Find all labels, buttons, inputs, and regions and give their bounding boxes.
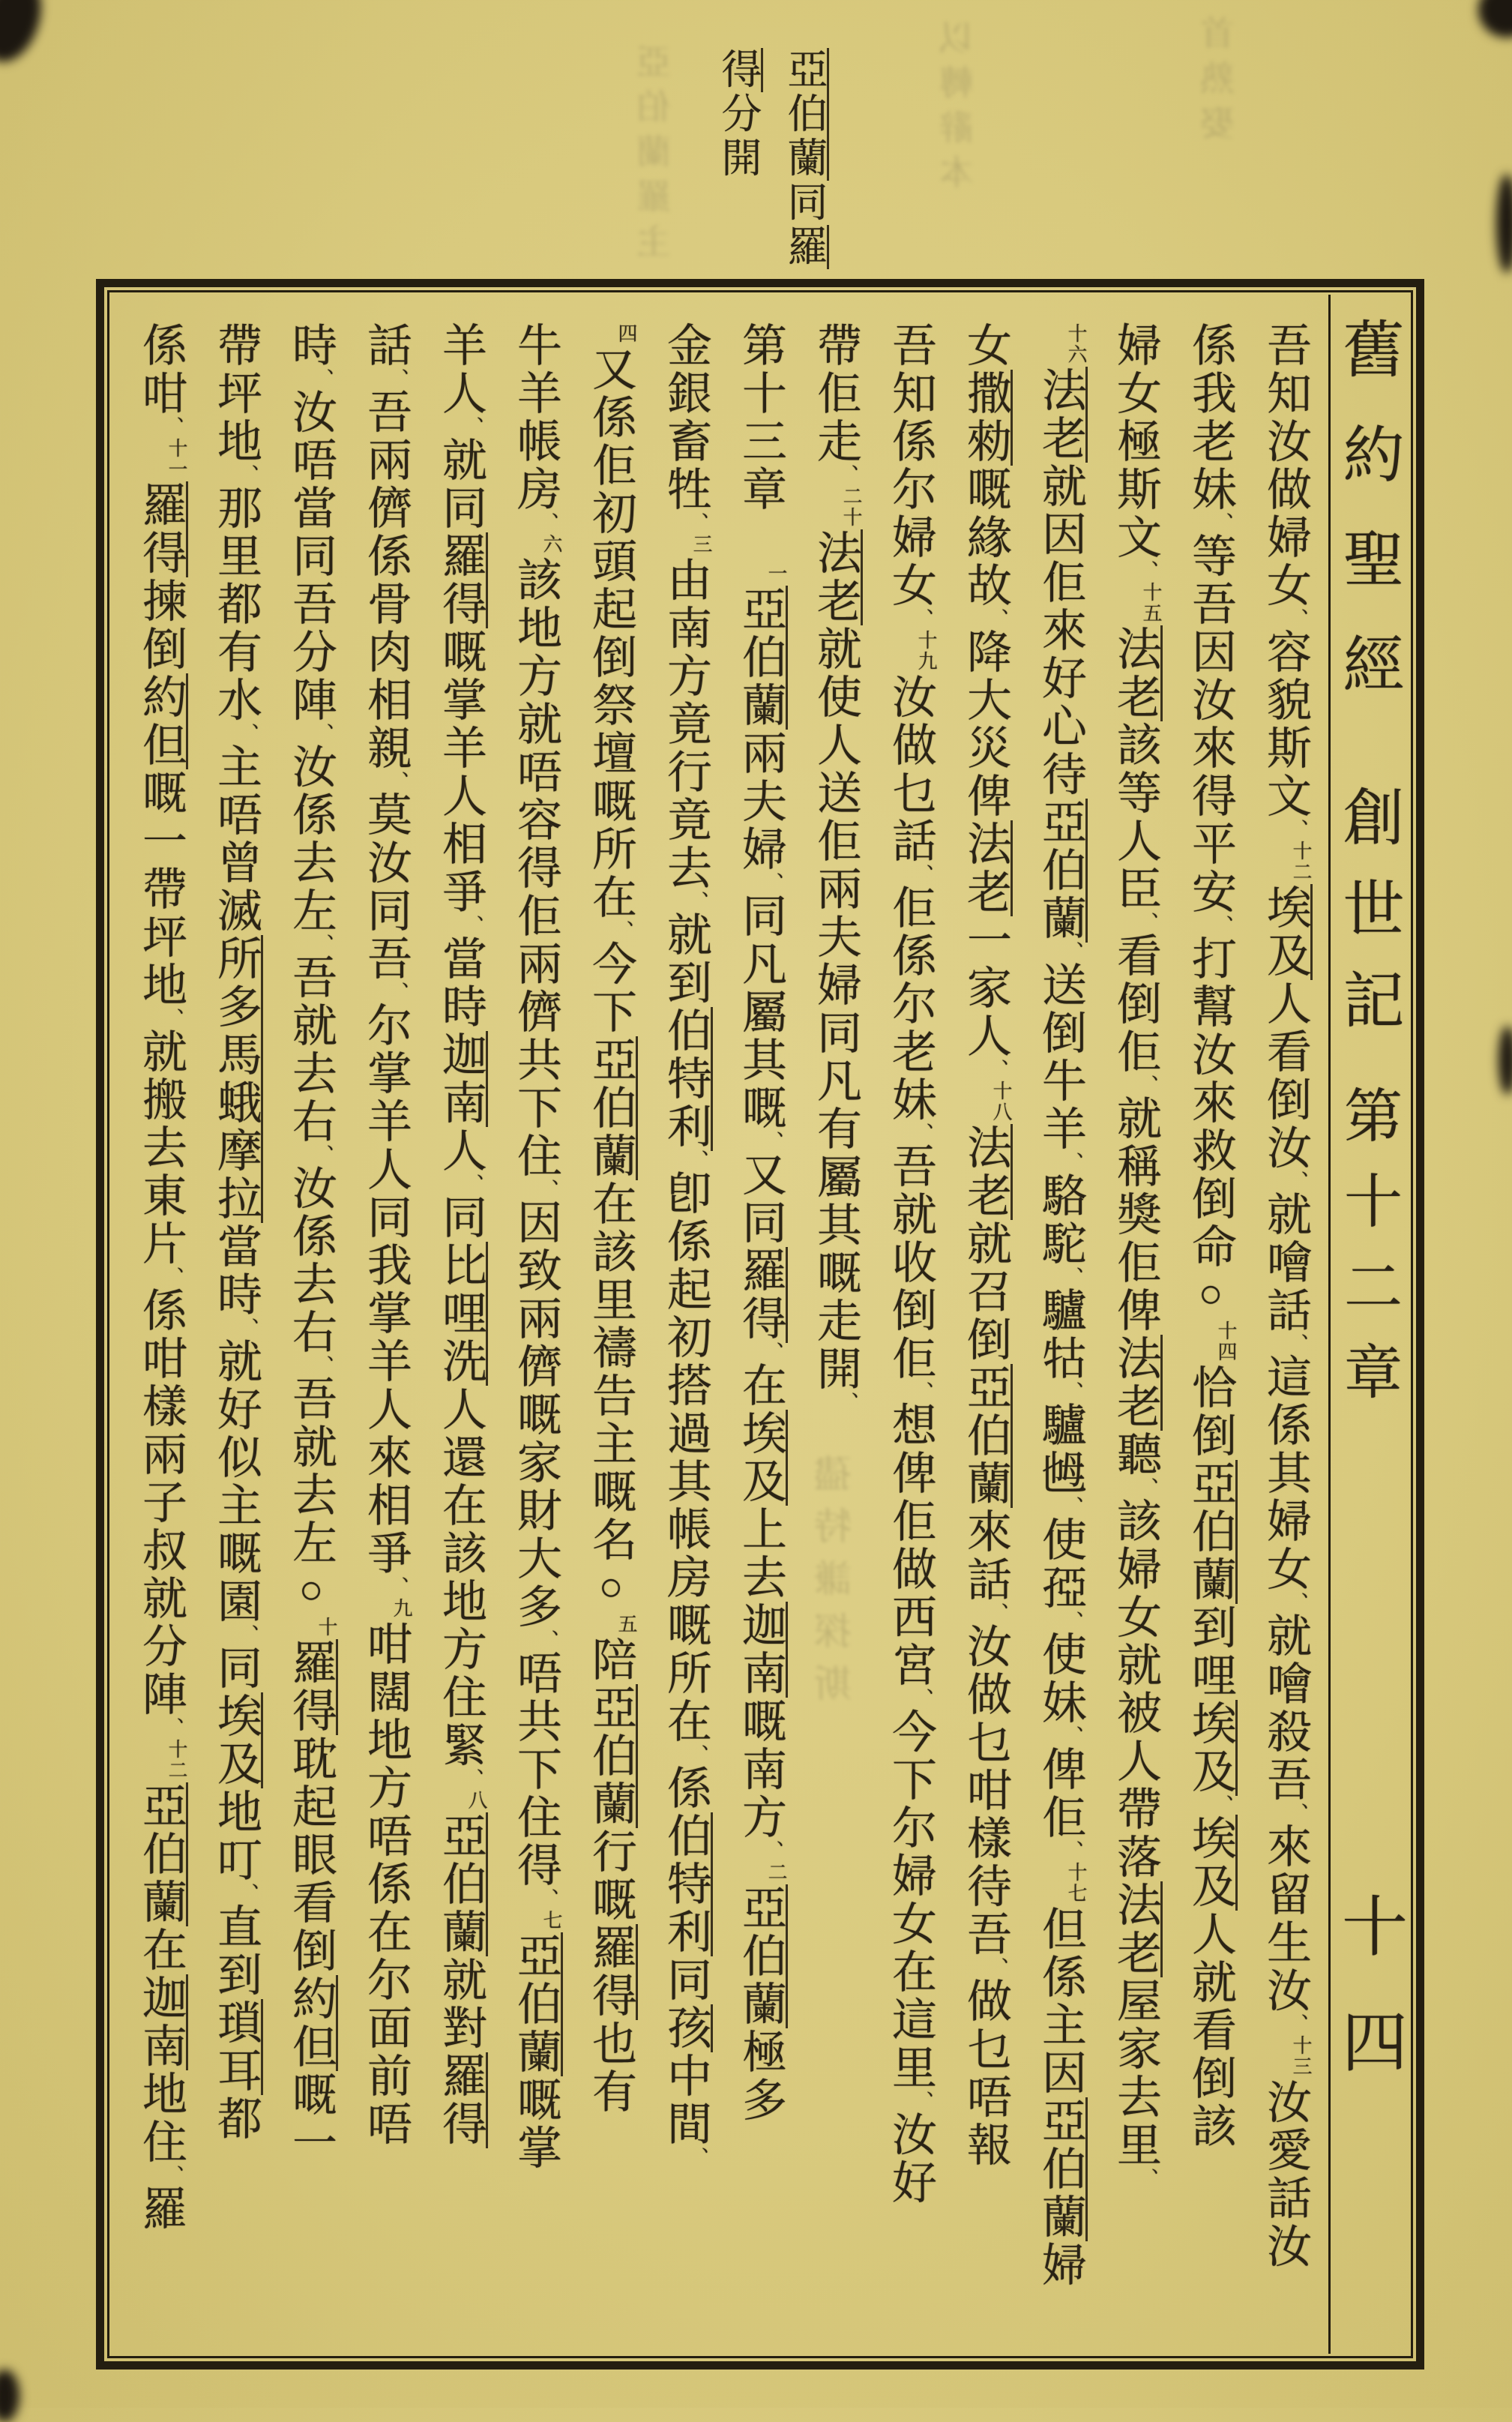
punctuation-mark: 、 bbox=[1286, 1803, 1308, 1823]
section-title: 創世記 bbox=[1334, 785, 1403, 1060]
text-run: 中間 bbox=[661, 2052, 711, 2148]
punctuation-mark: 、 bbox=[911, 1688, 933, 1708]
text-run: 一家人 bbox=[961, 916, 1010, 1060]
proper-noun: 法老 bbox=[1036, 367, 1088, 463]
text-run: 看倒佢 bbox=[1111, 932, 1160, 1076]
text-column bbox=[798, 322, 873, 2339]
text-run: 嘅緣故 bbox=[961, 466, 1010, 610]
proper-noun: 羅得 bbox=[136, 481, 188, 577]
text-run: 但係主因 bbox=[1036, 1905, 1085, 2097]
text-run: 又係佢初頭起倒祭壇嘅所在 bbox=[586, 346, 636, 922]
punctuation-mark: 、 bbox=[161, 416, 184, 436]
punctuation-mark: 、 bbox=[1061, 1152, 1083, 1172]
text-column bbox=[873, 322, 948, 2339]
punctuation-mark: 、 bbox=[686, 512, 708, 532]
punctuation-mark: 、 bbox=[1061, 941, 1083, 961]
proper-noun: 所多馬 bbox=[211, 935, 263, 1079]
text-run: 嘅一 bbox=[286, 2071, 336, 2167]
punctuation-mark: 、 bbox=[1211, 1794, 1233, 1815]
verse-number: 一 bbox=[765, 563, 787, 584]
proper-noun: 瑣耳 bbox=[211, 1999, 263, 2095]
running-head-right bbox=[778, 48, 831, 295]
punctuation-mark: 、 bbox=[1211, 512, 1233, 532]
punctuation-mark: 、 bbox=[1136, 1477, 1158, 1497]
text-run: 帶佢走 bbox=[811, 322, 861, 466]
text-run: 聽 bbox=[1111, 1431, 1160, 1479]
punctuation-mark: 、 bbox=[986, 608, 1008, 628]
text-run: 行嘅 bbox=[586, 1828, 636, 1924]
punctuation-mark: 、 bbox=[386, 1576, 409, 1596]
punctuation-mark: 、 bbox=[386, 368, 409, 388]
text-column bbox=[1173, 322, 1248, 2339]
text-run: 人就看倒該 bbox=[1186, 1911, 1235, 2151]
section-ring: ○ bbox=[1188, 1271, 1233, 1319]
text-run: 兩夫婦 bbox=[736, 730, 786, 874]
text-run: 吾就去左 bbox=[286, 1375, 336, 1567]
punctuation-mark: 、 bbox=[1286, 1333, 1308, 1353]
proper-noun: 約但 bbox=[136, 673, 188, 769]
text-run: 直到 bbox=[211, 1903, 261, 1999]
text-run: 也有 bbox=[586, 2020, 636, 2116]
punctuation-mark: 、 bbox=[1286, 1592, 1308, 1612]
text-run: 就使人送佢兩夫婦同凡有屬其嘅走開 bbox=[811, 625, 861, 1393]
running-head-left bbox=[712, 48, 765, 220]
punctuation-mark: 、 bbox=[686, 1744, 708, 1764]
section-ring: ○ bbox=[588, 1564, 633, 1612]
punctuation-mark: 、 bbox=[461, 1768, 484, 1788]
text-run: 想俾佢做西宮 bbox=[886, 1401, 936, 1689]
text-column bbox=[199, 322, 274, 2339]
section-ring: ○ bbox=[289, 1567, 334, 1615]
proper-noun: 法老 bbox=[811, 529, 863, 625]
proper-noun: 亞伯蘭 bbox=[961, 1364, 1013, 1508]
text-run: 就到 bbox=[661, 911, 711, 1007]
punctuation-mark: 、 bbox=[761, 1131, 783, 1151]
proper-noun: 亞伯蘭 bbox=[511, 1932, 563, 2076]
punctuation-mark: 、 bbox=[311, 368, 334, 388]
text-run: 在 bbox=[136, 1926, 186, 1974]
proper-noun: 埃及 bbox=[1186, 1815, 1238, 1911]
verse-number: 十八 bbox=[990, 1081, 1012, 1123]
title-column-text bbox=[1332, 317, 1404, 2346]
text-run: 這係其婦女 bbox=[1261, 1353, 1310, 1593]
text-run: 就噲殺吾 bbox=[1261, 1612, 1310, 1804]
text-column bbox=[349, 322, 424, 2339]
text-run: 係我老妹 bbox=[1186, 322, 1235, 514]
text-run: 係咁 bbox=[136, 322, 186, 418]
punctuation-mark: 、 bbox=[911, 1381, 933, 1401]
verse-number: 九 bbox=[391, 1598, 412, 1619]
text-run: 就對 bbox=[436, 1956, 486, 2052]
text-run: 來話 bbox=[961, 1508, 1010, 1604]
text-run: 由南方竟行竟去 bbox=[661, 556, 711, 892]
text-run: 同 bbox=[211, 1644, 261, 1692]
verse-number: 三 bbox=[690, 534, 712, 555]
punctuation-mark: 、 bbox=[1061, 1725, 1083, 1746]
show-through-text: 以轉辭本 bbox=[940, 19, 978, 199]
ink-smudge bbox=[0, 2370, 19, 2422]
chapter-title: 第十二章 bbox=[1336, 1085, 1401, 1427]
punctuation-mark: 、 bbox=[1136, 2168, 1158, 2188]
text-column bbox=[573, 322, 648, 2339]
text-run: 今下 bbox=[586, 940, 636, 1036]
punctuation-mark: 、 bbox=[536, 1629, 558, 1650]
text-run: 嘅掌 bbox=[511, 2076, 561, 2172]
proper-noun: 亞伯蘭 bbox=[736, 1884, 788, 2028]
text-run: 送倒牛羊 bbox=[1036, 961, 1085, 1153]
text-run: 帶坪地 bbox=[211, 322, 261, 466]
text-run: 汝係去右 bbox=[286, 1165, 336, 1356]
punctuation-mark: 、 bbox=[236, 1883, 259, 1903]
text-run: 地叮 bbox=[211, 1788, 261, 1884]
proper-noun: 法老 bbox=[1111, 1881, 1163, 1977]
text-run: 汝愛話汝 bbox=[1261, 2079, 1310, 2271]
punctuation-mark: 、 bbox=[686, 2147, 708, 2167]
text-run: 汝係去左 bbox=[286, 743, 336, 935]
punctuation-mark: 、 bbox=[536, 1888, 558, 1908]
punctuation-mark: 、 bbox=[986, 1957, 1008, 1977]
text-run: 嘅掌羊人相爭 bbox=[436, 628, 486, 916]
verse-number: 十七 bbox=[1065, 1862, 1087, 1904]
text-run: 羅 bbox=[136, 2185, 186, 2233]
proper-noun: 伯特利 bbox=[661, 1007, 713, 1151]
proper-noun: 亞伯蘭 bbox=[586, 1036, 638, 1180]
proper-noun: 亞伯蘭 bbox=[436, 1812, 488, 1956]
punctuation-mark: 、 bbox=[911, 1123, 933, 1143]
text-column bbox=[124, 322, 199, 2339]
text-run: 吾就收倒佢 bbox=[886, 1143, 936, 1383]
punctuation-mark: 、 bbox=[611, 920, 633, 940]
proper-noun: 埃及 bbox=[211, 1692, 263, 1788]
text-run: 陪 bbox=[586, 1636, 636, 1684]
punctuation-mark: 、 bbox=[1136, 560, 1158, 580]
punctuation-mark: 、 bbox=[1061, 1266, 1083, 1287]
punctuation-mark: 、 bbox=[236, 1317, 259, 1338]
ink-smudge bbox=[1499, 1026, 1512, 1095]
punctuation-mark: 、 bbox=[1061, 1840, 1083, 1860]
punctuation-mark: 、 bbox=[1286, 608, 1308, 628]
proper-noun: 亞伯蘭 bbox=[136, 1782, 188, 1926]
text-run: 汝唔當同吾分陣 bbox=[286, 388, 336, 724]
punctuation-mark: 、 bbox=[911, 2091, 933, 2111]
punctuation-mark: 、 bbox=[161, 1717, 184, 1737]
title-column bbox=[1328, 295, 1409, 2354]
chapter-heading: 第十三章 bbox=[736, 322, 786, 514]
text-run: 揀倒 bbox=[136, 577, 186, 673]
proper-noun: 羅得 bbox=[736, 1247, 788, 1343]
verse-number: 五 bbox=[615, 1614, 637, 1635]
proper-noun: 迦南 bbox=[436, 1031, 488, 1127]
punctuation-mark: 、 bbox=[1136, 912, 1158, 932]
text-column bbox=[723, 322, 798, 2339]
text-run: 因致兩儕嘅家財大多 bbox=[511, 1199, 561, 1631]
proper-noun: 撒勑 bbox=[961, 370, 1013, 466]
verse-number: 十一 bbox=[166, 438, 187, 480]
text-run: 就好似主嘅園 bbox=[211, 1338, 261, 1626]
verse-number: 十三 bbox=[1290, 2035, 1312, 2077]
text-run: 該地方就唔容得佢兩儕共下住 bbox=[511, 556, 561, 1180]
text-run: 婦女極斯文 bbox=[1111, 322, 1160, 562]
text-run: 那里都有水 bbox=[211, 484, 261, 724]
text-run: 吾就去右 bbox=[286, 954, 336, 1146]
proper-noun: 埃及 bbox=[1186, 1700, 1238, 1796]
text-column bbox=[499, 322, 573, 2339]
verse-number: 六 bbox=[540, 534, 562, 555]
text-run: 牛羊帳房 bbox=[511, 322, 561, 514]
proper-noun: 亞伯蘭 bbox=[1036, 2097, 1088, 2241]
show-through-text: 孻特謙探斯 bbox=[815, 1454, 857, 1716]
text-run: 駱駝 bbox=[1036, 1172, 1085, 1268]
text-column bbox=[948, 322, 1023, 2339]
punctuation-mark: 、 bbox=[161, 2165, 184, 2185]
proper-noun: 迦南 bbox=[136, 1974, 188, 2070]
text-run: 分開 bbox=[716, 92, 761, 181]
text-run: 就因佢來好心待 bbox=[1036, 463, 1085, 799]
punctuation-mark: 、 bbox=[461, 915, 484, 935]
verse-number: 二十 bbox=[840, 486, 862, 528]
text-run: 嘅南方 bbox=[736, 1698, 786, 1842]
text-run: 汝做乜話 bbox=[886, 673, 936, 865]
proper-noun: 法老 bbox=[1111, 625, 1163, 721]
text-run: 女 bbox=[961, 322, 1010, 370]
proper-noun: 羅得 bbox=[436, 2052, 488, 2148]
punctuation-mark: 、 bbox=[836, 464, 858, 484]
proper-noun: 得 bbox=[716, 48, 763, 92]
text-run: 耽起眼看倒 bbox=[286, 1735, 336, 1975]
proper-noun: 約但 bbox=[286, 1975, 338, 2071]
page-inner bbox=[112, 295, 1409, 2354]
punctuation-mark: 、 bbox=[1286, 1171, 1308, 1191]
punctuation-mark: 、 bbox=[836, 1392, 858, 1412]
punctuation-mark: 、 bbox=[161, 1266, 184, 1287]
proper-noun: 羅得 bbox=[586, 1924, 638, 2020]
punctuation-mark: 、 bbox=[761, 1341, 783, 1362]
text-run: 吾知汝做婦女 bbox=[1261, 322, 1310, 610]
text-run: 人看倒汝 bbox=[1261, 980, 1310, 1172]
text-column bbox=[1248, 322, 1323, 2339]
punctuation-mark: 、 bbox=[311, 934, 334, 954]
text-run: 金銀畜牲 bbox=[661, 322, 711, 514]
text-run: 人 bbox=[436, 1127, 486, 1175]
punctuation-mark: 、 bbox=[1061, 1611, 1083, 1631]
text-column bbox=[274, 322, 349, 2339]
text-run: 又同 bbox=[736, 1151, 786, 1247]
text-run: 屋家去里 bbox=[1111, 1977, 1160, 2169]
punctuation-mark: 、 bbox=[311, 723, 334, 743]
punctuation-mark: 、 bbox=[1211, 915, 1233, 935]
punctuation-mark: 、 bbox=[236, 1624, 259, 1644]
text-run: 上去 bbox=[736, 1506, 786, 1602]
text-run: 係 bbox=[661, 1764, 711, 1812]
text-run: 唔共下住得 bbox=[511, 1650, 561, 1890]
proper-noun: 亞伯蘭 bbox=[1036, 799, 1088, 943]
punctuation-mark: 、 bbox=[536, 1179, 558, 1199]
proper-noun: 亞伯蘭 bbox=[586, 1684, 638, 1828]
punctuation-mark: 、 bbox=[911, 864, 933, 884]
punctuation-mark: 、 bbox=[461, 416, 484, 436]
verse-number: 十二 bbox=[166, 1739, 187, 1781]
text-run: 在 bbox=[736, 1362, 786, 1410]
show-through-text: 首熟娶 bbox=[1201, 15, 1239, 150]
book-title: 舊約聖經 bbox=[1334, 317, 1403, 737]
text-run: 就稱獎佢俾 bbox=[1111, 1095, 1160, 1335]
proper-noun: 羅 bbox=[782, 225, 829, 269]
text-run: 就搬去東片 bbox=[136, 1028, 186, 1268]
text-run: 來留生汝 bbox=[1261, 1823, 1310, 2015]
text-column bbox=[1023, 322, 1098, 2339]
punctuation-mark: 、 bbox=[536, 512, 558, 532]
punctuation-mark: 、 bbox=[236, 723, 259, 743]
text-run: 佢係尔老妹 bbox=[886, 884, 936, 1124]
text-run: 今下尔婦女在這里 bbox=[886, 1708, 936, 2092]
text-run: 汝好 bbox=[886, 2111, 936, 2207]
text-run: 主唔曾滅 bbox=[211, 743, 261, 935]
punctuation-mark: 、 bbox=[761, 872, 783, 892]
punctuation-mark: 、 bbox=[161, 1008, 184, 1028]
text-run: 驢牯 bbox=[1036, 1287, 1085, 1383]
text-run: 使妹 bbox=[1036, 1631, 1085, 1727]
proper-noun: 羅得 bbox=[436, 532, 488, 628]
punctuation-mark: 、 bbox=[911, 608, 933, 628]
text-run: 恰倒 bbox=[1186, 1364, 1235, 1460]
text-run: 當時 bbox=[436, 935, 486, 1031]
text-run: 容貌斯文 bbox=[1261, 628, 1310, 820]
text-run: 該等人臣 bbox=[1111, 721, 1160, 913]
ink-smudge bbox=[0, 0, 51, 70]
page-border-frame bbox=[96, 279, 1424, 2370]
punctuation-mark: 、 bbox=[311, 1144, 334, 1165]
verse-number: 十二 bbox=[1290, 841, 1312, 883]
punctuation-mark: 、 bbox=[386, 771, 409, 791]
proper-noun: 法老 bbox=[961, 820, 1013, 916]
punctuation-mark: 、 bbox=[761, 1840, 783, 1860]
verse-number: 十六 bbox=[1065, 323, 1087, 365]
text-run: 話 bbox=[361, 322, 411, 370]
ink-smudge bbox=[1496, 174, 1512, 273]
text-run: 同 bbox=[782, 181, 827, 225]
text-run: 俾佢 bbox=[1036, 1746, 1085, 1842]
punctuation-mark: 、 bbox=[1286, 2013, 1308, 2034]
text-run: 當時 bbox=[211, 1223, 261, 1319]
punctuation-mark: 、 bbox=[386, 982, 409, 1002]
text-run: 同 bbox=[436, 1194, 486, 1242]
proper-noun: 比哩洗 bbox=[436, 1242, 488, 1386]
text-run: 汝做乜咁樣待吾 bbox=[961, 1623, 1010, 1959]
proper-noun: 埃及 bbox=[736, 1410, 788, 1506]
text-run: 卽係起初搭過其帳房嘅所在 bbox=[661, 1170, 711, 1746]
verse-number: 十五 bbox=[1140, 582, 1162, 624]
show-through-text: 亞伯蘭羅主 bbox=[637, 43, 675, 268]
text-run: 同 bbox=[661, 1956, 711, 2004]
text-run: 同凡屬其嘅 bbox=[736, 892, 786, 1132]
punctuation-mark: 、 bbox=[1061, 1496, 1083, 1516]
text-run: 嘅一帶坪地 bbox=[136, 769, 186, 1009]
page-number: 十四 bbox=[1332, 1892, 1405, 2123]
punctuation-mark: 、 bbox=[1061, 1381, 1083, 1401]
text-column bbox=[648, 322, 723, 2339]
text-run: 婦 bbox=[1036, 2241, 1085, 2289]
proper-noun: 埃及 bbox=[1261, 884, 1313, 980]
proper-noun: 亞伯蘭 bbox=[736, 586, 788, 730]
proper-noun: 蛾摩拉 bbox=[211, 1079, 263, 1223]
text-run: 驢乸 bbox=[1036, 1401, 1085, 1497]
verse-number: 十九 bbox=[915, 630, 937, 672]
proper-noun: 羅得 bbox=[286, 1639, 338, 1735]
punctuation-mark: 、 bbox=[311, 1355, 334, 1375]
punctuation-mark: 、 bbox=[686, 891, 708, 911]
text-run: 在該里禱告主嘅名 bbox=[586, 1180, 636, 1564]
proper-noun: 迦南 bbox=[736, 1602, 788, 1698]
text-run: 等吾因汝來得平安 bbox=[1186, 532, 1235, 916]
text-column bbox=[1098, 322, 1173, 2339]
proper-noun: 伯特利 bbox=[661, 1812, 713, 1956]
proper-noun: 亞伯蘭 bbox=[1186, 1460, 1238, 1604]
punctuation-mark: 、 bbox=[461, 1174, 484, 1194]
text-run: 降大災俾 bbox=[961, 628, 1010, 820]
proper-noun: 法老 bbox=[1111, 1335, 1163, 1431]
punctuation-mark: 、 bbox=[1136, 1075, 1158, 1095]
punctuation-mark: 、 bbox=[986, 1602, 1008, 1623]
punctuation-mark: 、 bbox=[236, 464, 259, 484]
verse-number: 四 bbox=[615, 323, 637, 344]
punctuation-mark: 、 bbox=[986, 1059, 1008, 1079]
text-run: 吾知係尔婦女 bbox=[886, 322, 936, 610]
verse-number: 二 bbox=[765, 1862, 787, 1883]
verse-number: 十四 bbox=[1215, 1320, 1237, 1362]
punctuation-mark: 、 bbox=[686, 1150, 708, 1170]
verse-number: 十 bbox=[316, 1617, 337, 1638]
text-run: 人還在該地方住緊 bbox=[436, 1386, 486, 1770]
text-run: 使孲 bbox=[1036, 1516, 1085, 1612]
text-run: 就噲話 bbox=[1261, 1191, 1310, 1335]
text-run: 做乜唔報 bbox=[961, 1977, 1010, 2169]
text-run: 莫汝同吾 bbox=[361, 791, 411, 983]
text-column bbox=[424, 322, 499, 2339]
proper-noun: 法老 bbox=[961, 1124, 1013, 1220]
ink-smudge bbox=[1478, 0, 1512, 37]
text-run: 該婦女就被人帶落 bbox=[1111, 1497, 1160, 1881]
proper-noun: 孩 bbox=[661, 2004, 713, 2052]
text-run: 都 bbox=[211, 2095, 261, 2143]
text-run: 就召倒 bbox=[961, 1220, 1010, 1364]
text-run: 極多 bbox=[736, 2028, 786, 2124]
punctuation-mark: 、 bbox=[1286, 819, 1308, 839]
verse-number: 七 bbox=[540, 1910, 562, 1931]
proper-noun: 亞伯蘭 bbox=[782, 48, 829, 181]
text-run: 羊人 bbox=[436, 322, 486, 418]
text-run: 吾兩儕係骨肉相親 bbox=[361, 388, 411, 772]
text-run: 就同 bbox=[436, 436, 486, 532]
text-run: 打幫汝來救倒命 bbox=[1186, 935, 1235, 1271]
text-run: 尔掌羊人同我掌羊人來相爭 bbox=[361, 1002, 411, 1578]
scripture-text-area bbox=[118, 322, 1323, 2333]
text-run: 咁闊地方唔係在尔面前唔 bbox=[361, 1620, 411, 2148]
verse-number: 八 bbox=[466, 1790, 487, 1811]
text-run: 地住 bbox=[136, 2070, 186, 2166]
text-run: 時 bbox=[286, 322, 336, 370]
text-run: 到哩 bbox=[1186, 1604, 1235, 1700]
text-run: 係咁樣兩子叔就分陣 bbox=[136, 1287, 186, 1719]
